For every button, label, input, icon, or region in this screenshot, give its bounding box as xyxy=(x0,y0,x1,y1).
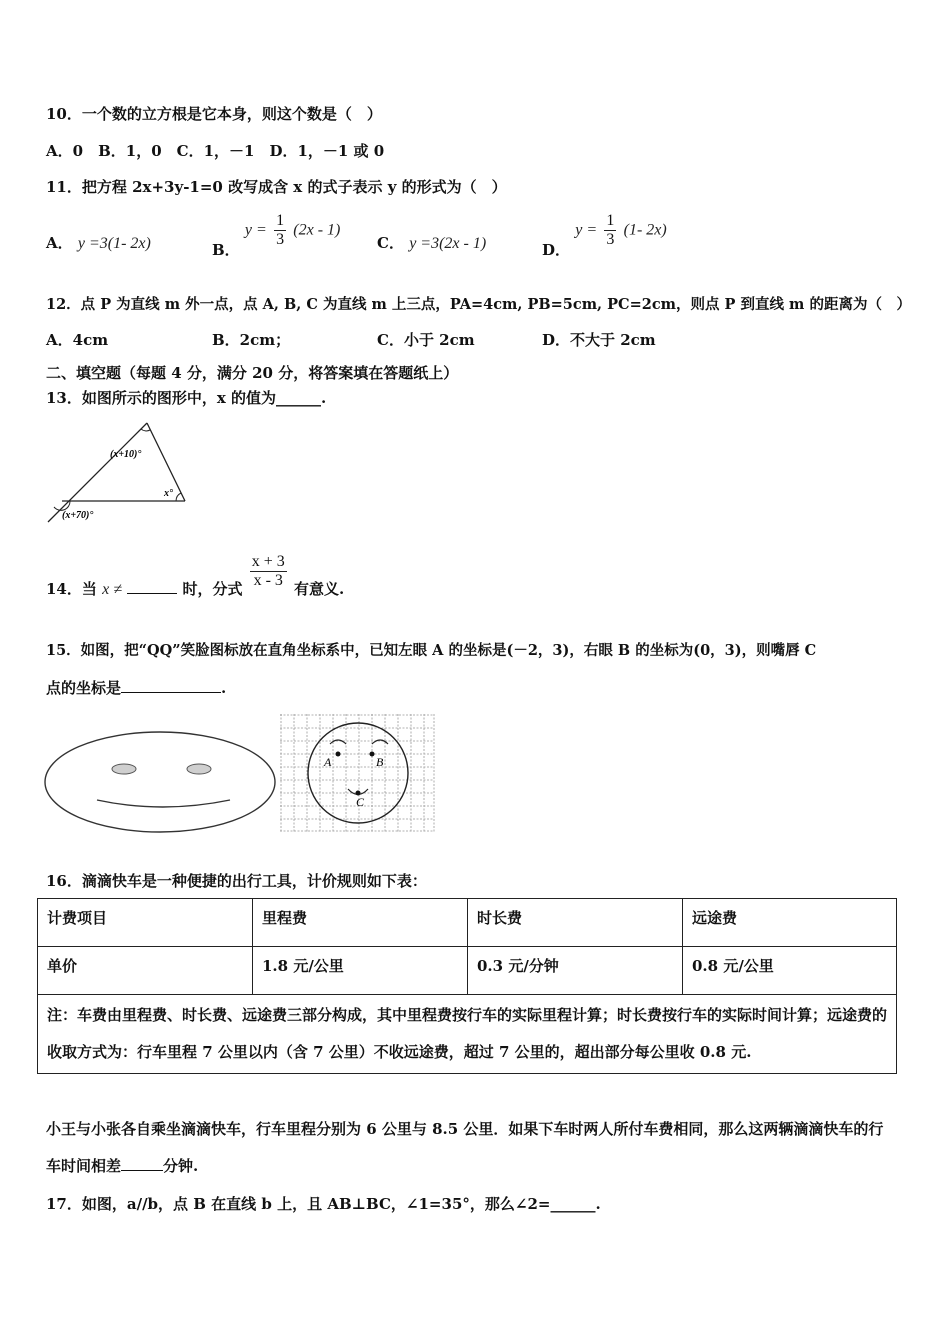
q11-option-c: C． y =3(2x - 1) xyxy=(377,234,487,252)
q15-answer-blank xyxy=(121,692,221,693)
q11-option-c-expr: y =3(2x - 1) xyxy=(409,235,487,252)
fare-header-mileage: 里程费 xyxy=(253,899,468,947)
q15-smiley-figure xyxy=(42,728,280,836)
q12-option-b: B．2cm； xyxy=(212,331,291,349)
fare-header-duration: 时长费 xyxy=(468,899,683,947)
q11-option-b: B． y = $\frac{1}{3}$ (2x - 1) xyxy=(212,212,341,259)
point-b xyxy=(370,752,375,757)
label-c: C xyxy=(356,795,365,809)
fare-row-label: 单价 xyxy=(38,947,253,995)
fare-table-note-row xyxy=(38,995,897,1074)
q13-left-angle-label: (x+70)° xyxy=(62,510,94,521)
q13-right-angle-arc xyxy=(176,493,181,501)
q11-option-a-expr: y =3(1- 2x) xyxy=(77,235,151,252)
q17-stem: 17．如图，a//b，点 B 在直线 b 上，且 AB⊥BC，∠1=35°，那么∠2=______. xyxy=(46,1195,601,1213)
q16-answer-blank xyxy=(121,1170,163,1171)
q11-option-b-fraction: $\frac{1}{3}$ xyxy=(276,212,285,248)
q12-option-a: A．4cm xyxy=(46,331,109,349)
q12-stem: 12．点 P 为直线 m 外一点，点 A, B, C 为直线 m 上三点，PA=4cm, PB=5cm, PC=2cm，则点 P 到直线 m 的距离为（ ） xyxy=(46,296,911,313)
q13-top-angle-arc xyxy=(141,429,150,431)
fare-table-header-row xyxy=(38,899,897,947)
q13-stem: 13．如图所示的图形中，x 的值为______. xyxy=(46,389,327,407)
grid-right-brow xyxy=(372,740,388,744)
fare-note: 注：车费由里程费、时长费、远途费三部分构成，其中里程费按行车的实际里程计算；时长费按行车的实际时间计算；远途费的收取方式为：行车里程 7 公里以内（含 7 公里）不收远途费，超过 7 公里的，超出部分每公里收 0.8 元. xyxy=(38,995,897,1074)
q14-answer-blank xyxy=(127,593,177,594)
label-a: A xyxy=(324,755,332,769)
q11-stem: 11．把方程 2x+3y-1=0 改写成含 x 的式子表示 y 的形式为（ ） xyxy=(46,178,507,196)
fare-table xyxy=(37,898,897,1074)
q12-option-d: D．不大于 2cm xyxy=(542,331,656,349)
smiley-face-outline xyxy=(45,732,275,832)
q11-option-a: A． y =3(1- 2x) xyxy=(46,234,151,252)
q16-stem: 16．滴滴快车是一种便捷的出行工具，计价规则如下表： xyxy=(46,872,427,890)
q11-option-d-fraction: $\frac{1}{3}$ xyxy=(606,212,615,248)
q14-fraction: $\frac{x + 3}{x - 3}$ xyxy=(251,553,285,589)
q11-option-d: D． y = $\frac{1}{3}$ (1- 2x) xyxy=(542,212,667,259)
q16-question: 小王与小张各自乘坐滴滴快车，行车里程分别为 6 公里与 8.5 公里．如果下车时两人所付车费相同，那么这两辆滴滴快车的行车时间相差 分钟. xyxy=(46,1120,884,1175)
smiley-mouth xyxy=(97,800,230,807)
fare-long-distance-price: 0.8 元/公里 xyxy=(683,947,897,995)
point-a xyxy=(336,752,341,757)
q15-stem-line1: 15．如图，把“QQ”笑脸图标放在直角坐标系中，已知左眼 A 的坐标是(－2，3)，右眼 B 的坐标为(0，3)，则嘴唇 C xyxy=(46,642,817,659)
fare-mileage-price: 1.8 元/公里 xyxy=(253,947,468,995)
q15-stem-line2: 点的坐标是 . xyxy=(46,679,227,697)
q14-line: 14．当 x ≠ 时，分式 $\frac{x + 3}{x - 3}$ 有意义. xyxy=(46,553,345,598)
label-b: B xyxy=(376,755,384,769)
q13-triangle-left-side xyxy=(48,423,147,522)
fare-table-price-row xyxy=(38,947,897,995)
q10-stem: 10．一个数的立方根是它本身，则这个数是（ ） xyxy=(46,105,382,123)
section-2-heading: 二、填空题（每题 4 分，满分 20 分，将答案填在答题纸上） xyxy=(46,364,459,382)
q12-option-c: C．小于 2cm xyxy=(377,331,475,349)
q13-triangle-figure xyxy=(40,415,200,530)
fare-header-long-distance: 远途费 xyxy=(683,899,897,947)
fare-duration-price: 0.3 元/分钟 xyxy=(468,947,683,995)
q13-right-angle-label: x° xyxy=(164,488,173,499)
smiley-right-eye xyxy=(187,764,211,774)
smiley-left-eye xyxy=(112,764,136,774)
fare-header-item: 计费项目 xyxy=(38,899,253,947)
q10-options: A．0 B．1，0 C．1，－1 D．1，－1 或 0 xyxy=(46,142,385,160)
q13-top-angle-label: (x+10)° xyxy=(110,449,142,460)
grid-left-brow xyxy=(330,740,346,744)
q15-grid-figure xyxy=(280,714,436,832)
